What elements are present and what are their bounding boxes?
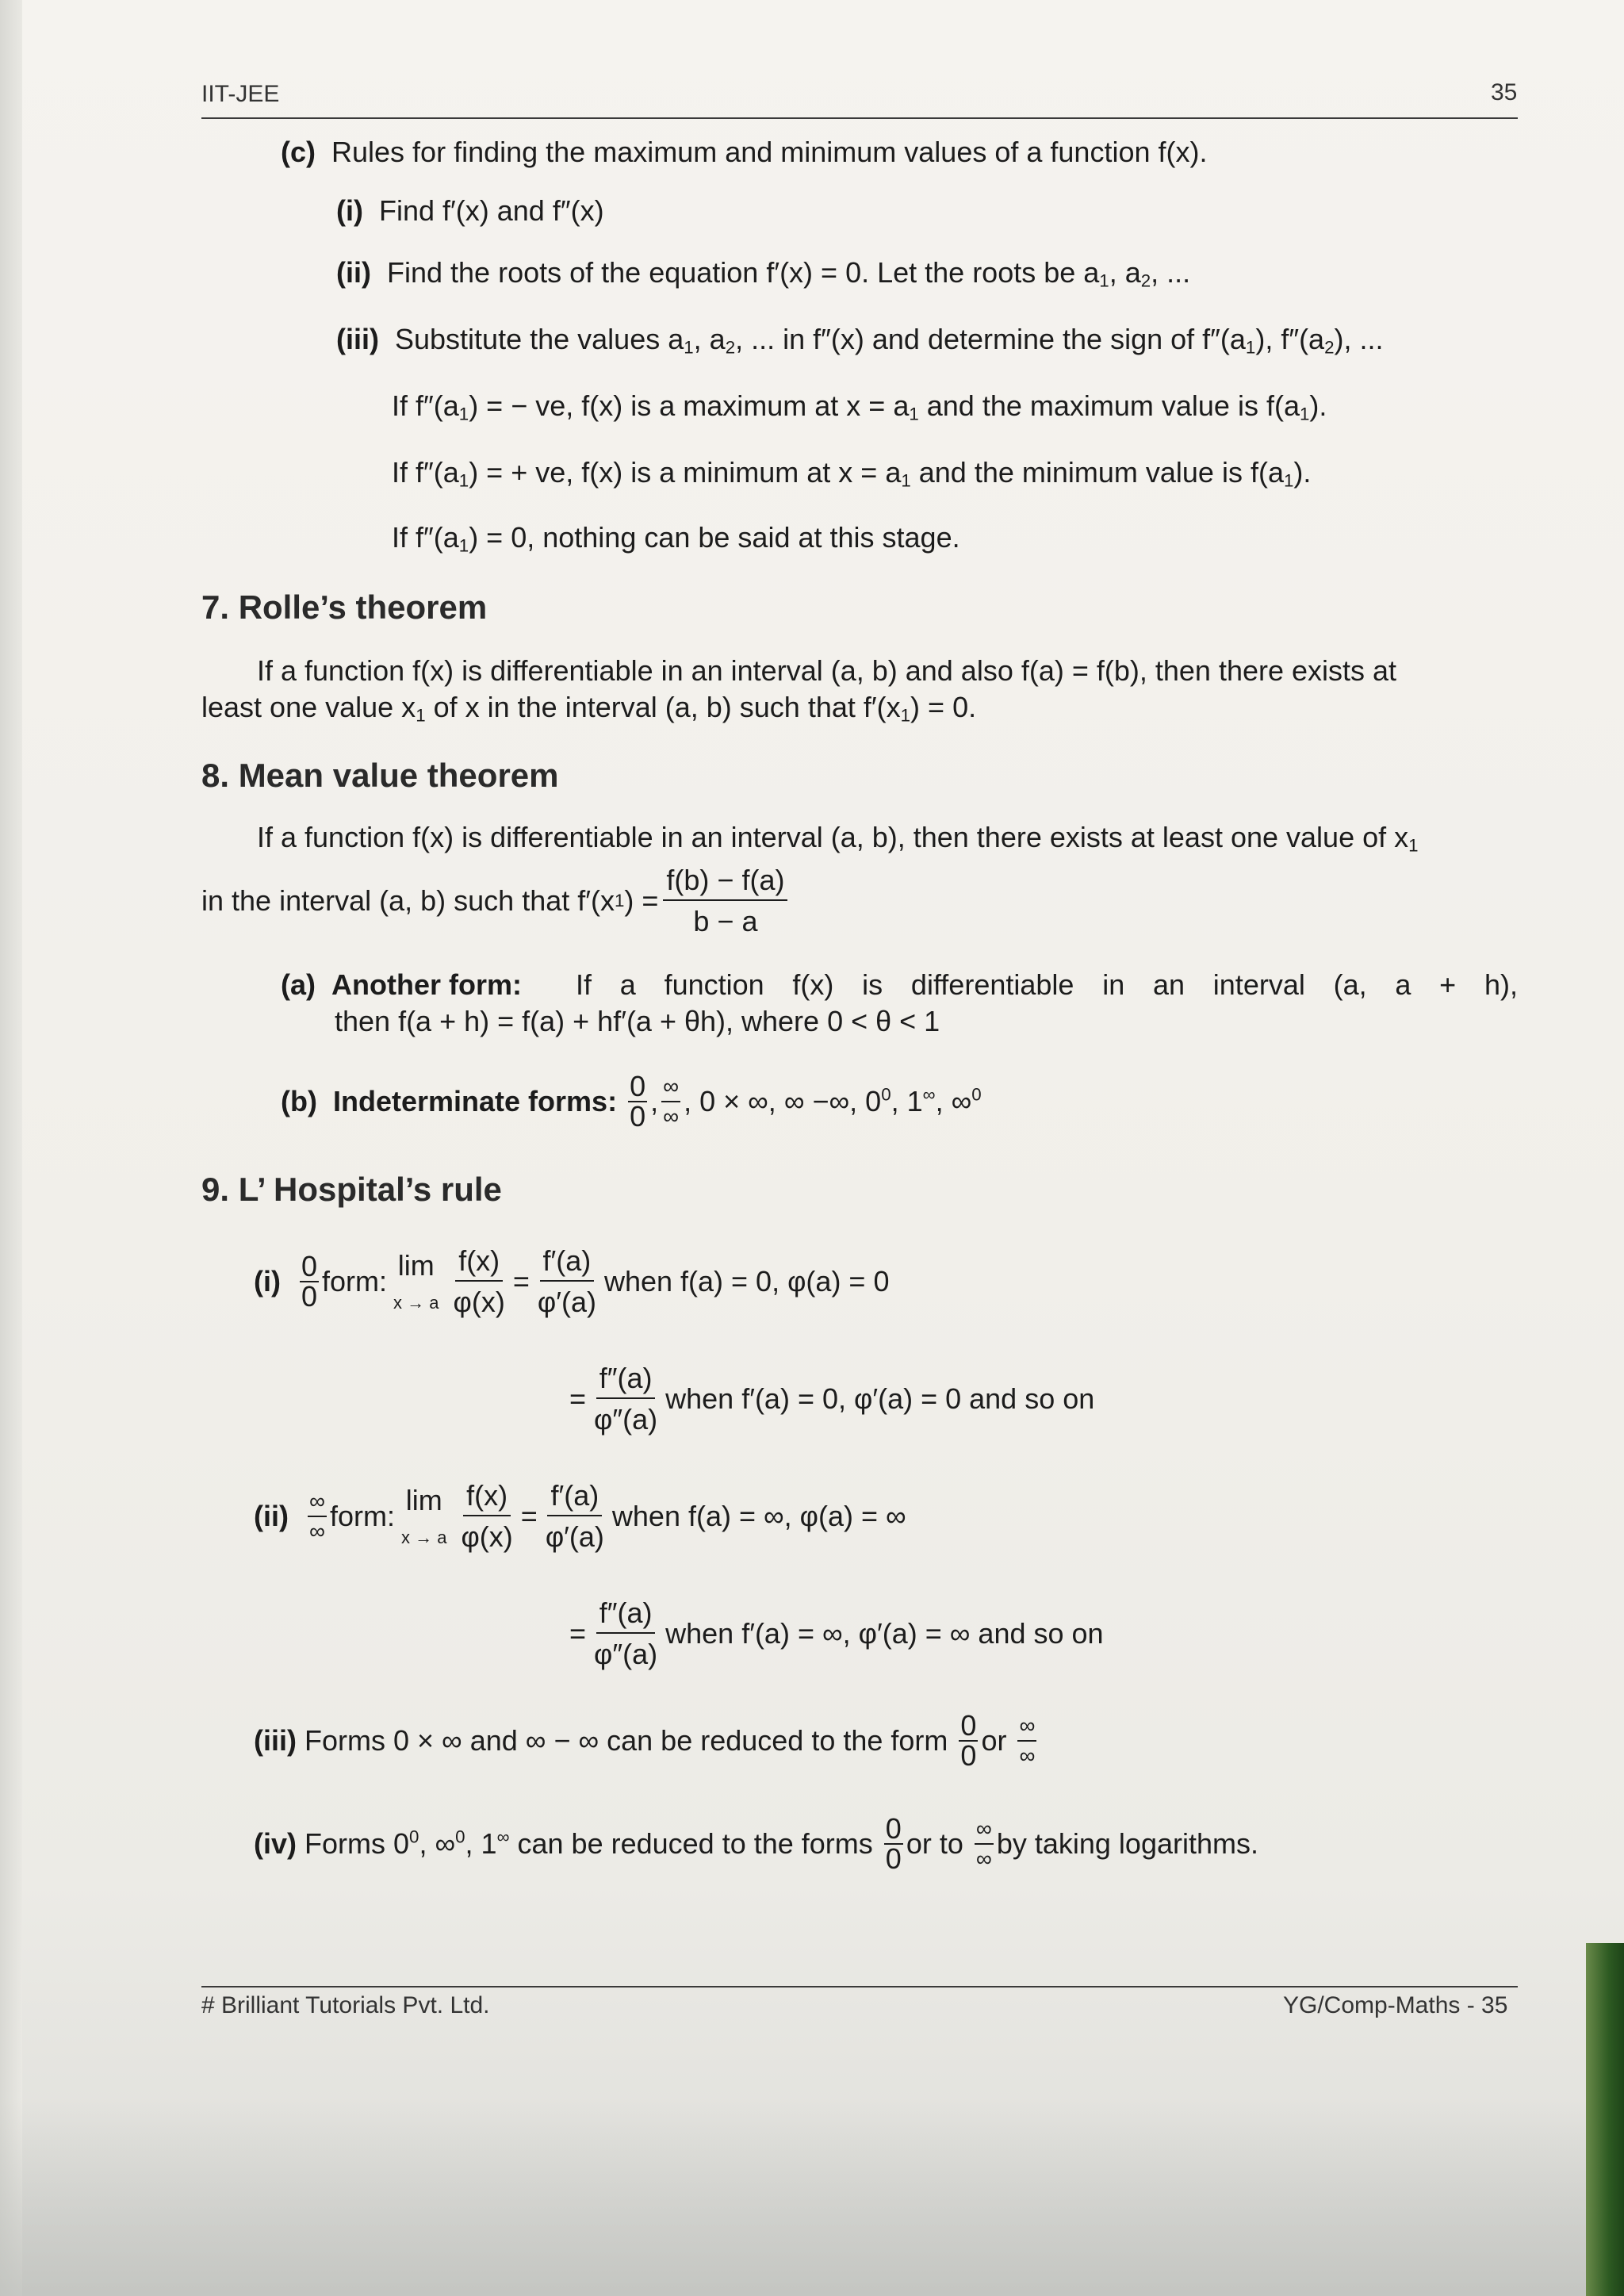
limit-operator: lim x → a [393, 1249, 439, 1313]
heading-lhospitals-rule: 9. L’ Hospital’s rule [201, 1171, 502, 1208]
footer-rule [201, 1986, 1518, 1987]
heading-mean-value-theorem: 8. Mean value theorem [201, 757, 559, 794]
footer-publisher: # Brilliant Tutorials Pvt. Ltd. [201, 1992, 490, 2018]
mvt-another-form-text: If a function f(x) is differentiable in an interval (a, a + h), [576, 968, 1518, 1001]
header-left: IIT-JEE [201, 81, 280, 107]
sec-c-minimum-rule: If $f''(a_1)$ = + ve, f(x) is a minimum at $x = a_1$ and the minimum value is $f(a_1)$. [392, 456, 1312, 491]
heading-rolles-theorem: 7. Rolle’s theorem [201, 588, 488, 626]
page-left-edge [0, 0, 22, 2296]
lhospital-zero-form: (i) $\frac{0}{0}$ form: lim x → a $\frac{f(x)}{\varphi(x)}$ = $\frac{f'(a)}{\varphi'(a)}$ when f(a) = 0, φ(a) = 0 [254, 1244, 890, 1318]
sec-c-title: (c) Rules for finding the maximum and minimum values of a function f(x). [281, 136, 1208, 168]
fraction-inf-over-inf: $\frac{\infty}{\infty}$ [663, 1074, 680, 1129]
header-page-number: 35 [1491, 79, 1518, 105]
rolle-para-line2: least one value $x_1$ of x in the interval (a, b) such that $f'(x_1) = 0$. [201, 691, 977, 726]
page-bottom-shade [0, 2102, 1624, 2296]
mvt-formula: in the interval (a, b) such that f′(x 1 ) = $\frac{f(b) - f(a)}{b - a}$ [201, 863, 792, 939]
lhospital-infinity-form: (ii) $\frac{\infty}{\infty}$ form: lim x → a $\frac{f(x)}{\varphi(x)}$ = $\frac{f'(a)}{\varphi'(a)}$ when f(a) = ∞, φ(a) = ∞ [254, 1479, 906, 1553]
lhospital-zero-form-second: = $\frac{f''(a)}{\varphi''(a)}$ when f′(a) = 0, φ′(a) = 0 and so on [569, 1362, 1095, 1435]
rolle-para-line1: If a function f(x) is differentiable in an interval (a, b) and also f(a) = f(b), then there exists at [257, 654, 1397, 687]
header-rule [201, 117, 1518, 119]
indeterminate-forms: (b) Indeterminate forms: $\frac{0}{0}$ , $\frac{\infty}{\infty}$ , 0 × ∞, ∞ −∞, $0^0$, 1∞, ∞$^0$ [281, 1070, 982, 1133]
fraction-zero-over-zero: $\frac{0}{0}$ [630, 1070, 646, 1133]
footer-page-code: YG/Comp-Maths - 35 [1283, 1992, 1508, 2018]
sec-c-step-ii: (ii) Find the roots of the equation f′(x) = 0. Let the roots be $a_1$, $a_2$, ... [336, 256, 1191, 291]
mvt-another-form-line2: then f(a + h) = f(a) + hf′(a + θh), where 0 < θ < 1 [335, 1005, 940, 1037]
lhospital-reduce-forms-iv: (iv) Forms $0^0$, ∞$^0$, 1∞ can be reduced to the forms $\frac{0}{0}$ or to $\frac{\infty}{\infty}$ by taking logarithms. [254, 1812, 1258, 1875]
mvt-another-form-line1: (a) Another form: [281, 968, 522, 1001]
mvt-fraction: $\frac{f(b) - f(a)}{b - a}$ [663, 863, 787, 939]
sec-c-step-i: (i) Find f′(x) and f″(x) [336, 194, 604, 227]
sec-c-maximum-rule: If $f''(a_1)$ = − ve, f(x) is a maximum at $x = a_1$ and the maximum value is $f(a_1)$. [392, 389, 1327, 424]
lhospital-infinity-form-second: = $\frac{f''(a)}{\varphi''(a)}$ when f′(a) = ∞, φ′(a) = ∞ and so on [569, 1596, 1104, 1670]
lhospital-reduce-forms-iii: (iii) Forms 0 × ∞ and ∞ − ∞ can be reduced to the form $\frac{0}{0}$ or $\frac{\infty}{\infty}$ [254, 1709, 1036, 1772]
sec-c-step-iii: (iii) Substitute the values $a_1$, $a_2$, ... in f″(x) and determine the sign of $f''(a_1)$, $f''(a_2)$, ... [336, 323, 1384, 358]
sec-c-zero-rule: If $f''(a_1) = 0$, nothing can be said at this stage. [392, 521, 960, 556]
mvt-para-line1: If a function f(x) is differentiable in an interval (a, b), then there exists at least one value of $x_1$ [257, 821, 1419, 856]
binder-edge [1586, 1943, 1624, 2296]
